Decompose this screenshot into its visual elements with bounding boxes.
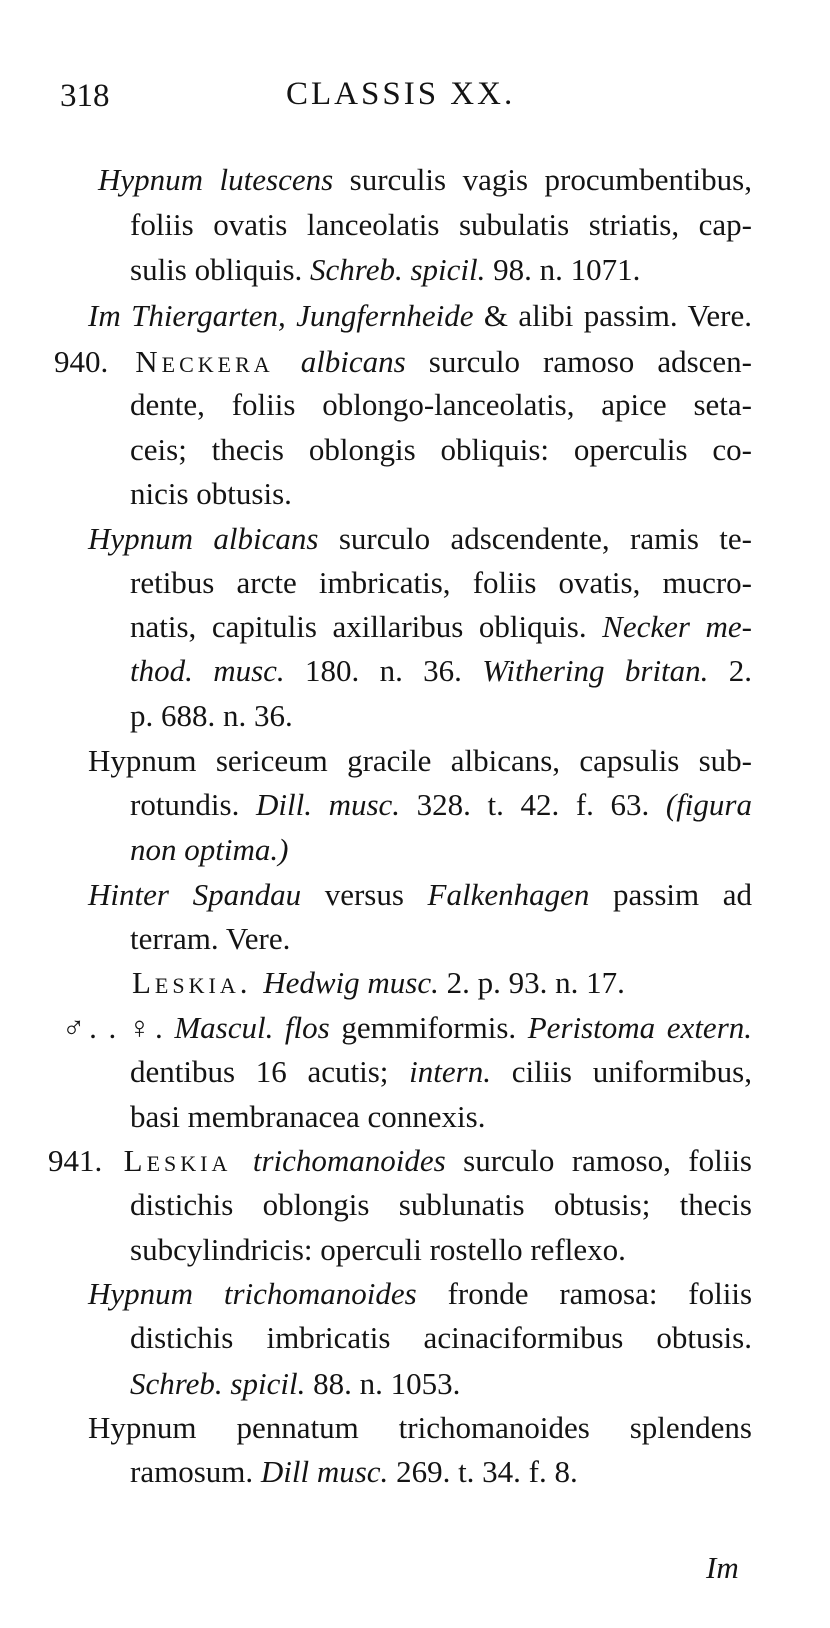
text-run: passim ad [589, 877, 753, 912]
text-line [130, 1185, 752, 1225]
italic-text: Hinter Spandau [88, 877, 302, 912]
text-line [130, 250, 690, 290]
italic-text: Dill. musc. [255, 787, 401, 822]
text-run: 2. [708, 653, 753, 688]
text-run: versus [301, 877, 428, 912]
text-run: Hypnum pennatum trichomanoides splendens [88, 1410, 752, 1445]
italic-text: Hedwig musc. [263, 965, 439, 1000]
italic-text: non optima.) [130, 832, 289, 867]
text-run: ♂. . ♀. [62, 1010, 175, 1045]
italic-text: Withering britan. [482, 653, 709, 688]
italic-text: intern. [409, 1054, 491, 1089]
text-line [88, 519, 752, 559]
text-line [130, 1230, 626, 1270]
text-run: dente, foliis oblongo-lanceolatis, apice seta- [130, 387, 752, 422]
text-run: 328. t. 42. f. 63. [400, 787, 666, 822]
text-line [130, 1052, 752, 1092]
text-line [130, 607, 752, 647]
italic-text: Mascul. flos [174, 1010, 330, 1045]
text-run: 88. n. 1053. [305, 1366, 461, 1401]
text-line [130, 830, 330, 870]
text-line [88, 741, 752, 781]
italic-text: Falkenhagen [427, 877, 590, 912]
text-run: 269. t. 34. f. 8. [388, 1454, 578, 1489]
text-run: 940. [54, 344, 109, 379]
italic-text: Necker me- [602, 609, 753, 644]
text-line [130, 205, 752, 245]
text-line [88, 1408, 752, 1448]
italic-text: thod. musc. [130, 653, 285, 688]
text-run: ramosum. [130, 1454, 261, 1489]
text-run: surculo ramoso, foliis [445, 1143, 752, 1178]
italic-text: Hypnum lutescens [98, 162, 334, 197]
italic-text: Hypnum albicans [88, 521, 319, 556]
smallcaps-text: Leskia [102, 1143, 253, 1178]
text-line [130, 385, 752, 425]
italic-text: Peristoma extern. [527, 1010, 753, 1045]
text-run: retibus arcte imbricatis, foliis ovatis, mucro- [130, 565, 752, 600]
text-line [130, 1318, 752, 1358]
text-run: rotundis. [130, 787, 256, 822]
italic-text: Im Thiergarten, Jungfernheide [88, 298, 474, 333]
text-line [98, 160, 752, 200]
text-run: distichis oblongis sublunatis obtusis; thecis [130, 1187, 752, 1222]
text-line [130, 474, 300, 514]
text-run: distichis imbricatis acinaciformibus obtusis. [130, 1320, 752, 1355]
text-line [48, 1141, 752, 1181]
text-run: surculo adscendente, ramis te- [318, 521, 752, 556]
text-line [130, 1097, 486, 1137]
text-run: foliis ovatis lanceolatis subulatis striatis, cap- [130, 207, 752, 242]
text-line [130, 785, 752, 825]
text-run: ceis; thecis oblongis obliquis: operculis co- [130, 432, 752, 467]
text-run: natis, capitulis axillaribus obliquis. [130, 609, 603, 644]
text-line [62, 1008, 752, 1048]
text-run: subcylindricis: operculi rostello reflexo. [130, 1232, 626, 1267]
text-line [88, 1274, 752, 1314]
text-run: surculo ramoso adscen- [405, 344, 752, 379]
text-run: 941. [48, 1143, 103, 1178]
text-run: gemmiformis. [329, 1010, 528, 1045]
text-line [54, 342, 752, 382]
text-line [130, 430, 752, 470]
text-run: fronde ramosa: foliis [416, 1276, 753, 1311]
italic-text: Schreb. spicil. [130, 1366, 306, 1401]
text-line [130, 563, 752, 603]
text-run: surculis vagis procumbentibus, [333, 162, 752, 197]
text-run: ciliis uniformibus, [490, 1054, 752, 1089]
text-line [88, 296, 752, 336]
italic-text: Schreb. spicil. [310, 252, 486, 287]
text-run: p. 688. n. 36. [130, 698, 293, 733]
text-line [132, 963, 625, 1003]
text-run: Hypnum sericeum gracile albicans, capsulis sub- [88, 743, 752, 778]
text-run: & alibi passim. Vere. [473, 298, 752, 333]
text-run: nicis obtusis. [130, 476, 292, 511]
text-run: 98. n. 1071. [485, 252, 641, 287]
page-number: 318 [60, 78, 110, 114]
catchword: Im [706, 1550, 739, 1585]
text-run: dentibus 16 acutis; [130, 1054, 410, 1089]
text-line [88, 875, 752, 915]
text-run: 2. p. 93. n. 17. [438, 965, 625, 1000]
running-head: CLASSIS XX. [286, 76, 516, 112]
italic-text: Dill musc. [260, 1454, 389, 1489]
italic-text: albicans [300, 344, 406, 379]
text-line [130, 696, 330, 736]
text-line [130, 651, 752, 691]
text-run: basi membranacea connexis. [130, 1099, 486, 1134]
text-run: terram. Vere. [130, 921, 291, 956]
text-line [130, 919, 330, 959]
italic-text: trichomanoides [252, 1143, 446, 1178]
italic-text: Hypnum trichomanoides [88, 1276, 417, 1311]
italic-text: (figura [665, 787, 752, 822]
text-line [130, 1452, 578, 1492]
smallcaps-text: Neckera [108, 344, 301, 379]
smallcaps-text: Leskia. [132, 965, 264, 1000]
text-run: sulis obliquis. [130, 252, 311, 287]
text-line [130, 1364, 461, 1404]
text-run: 180. n. 36. [284, 653, 483, 688]
